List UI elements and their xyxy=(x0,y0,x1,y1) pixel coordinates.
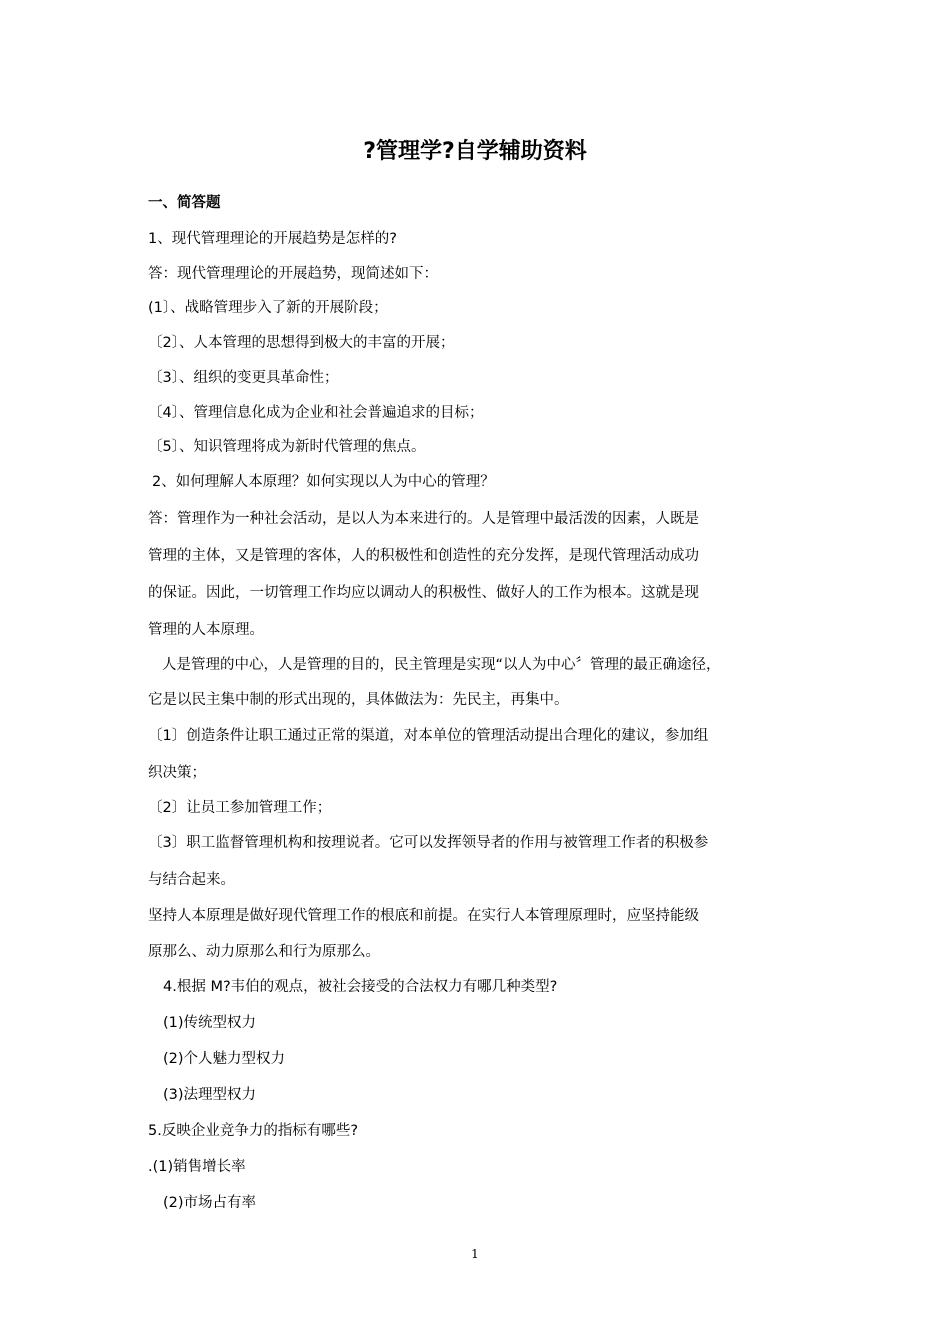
section-heading: 一、简答题 xyxy=(148,195,221,211)
answer-1-intro: 答：现代管理理论的开展趋势，现简述如下： xyxy=(148,266,438,282)
answer-2-line: 管理的人本原理。 xyxy=(148,622,264,638)
answer-2-line: 答：管理作为一种社会活动，是以人为本来进行的。人是管理中最活泼的因素，人既是 xyxy=(148,511,699,527)
answer-4-item: (1)传统型权力 xyxy=(163,1015,257,1031)
answer-2-line: 的保证。因此，一切管理工作均应以调动人的积极性、做好人的工作为根本。这就是现 xyxy=(148,585,699,601)
answer-2-line: 与结合起来。 xyxy=(148,872,235,888)
answer-4-item: (2)个人魅力型权力 xyxy=(163,1051,286,1067)
answer-1-item: 〔4〕、管理信息化成为企业和社会普遍追求的目标； xyxy=(148,405,484,421)
answer-2-line: 它是以民主集中制的形式出现的，具体做法为：先民主，再集中。 xyxy=(148,692,569,708)
question-4: 4.根据 M?韦伯的观点，被社会接受的合法权力有哪几种类型? xyxy=(163,979,558,995)
question-1: 1、现代管理理论的开展趋势是怎样的? xyxy=(148,231,397,247)
answer-2-line: 人是管理的中心，人是管理的目的，民主管理是实现“以人为中心〞管理的最正确途径， xyxy=(162,657,721,673)
answer-2-line: 〔1〕创造条件让职工通过正常的渠道，对本单位的管理活动提出合理化的建议，参加组 xyxy=(148,728,709,744)
answer-2-line: 〔3〕职工监督管理机构和按理说者。它可以发挥领导者的作用与被管理工作者的积极参 xyxy=(148,835,709,851)
answer-5-item: (2)市场占有率 xyxy=(163,1195,257,1211)
answer-2-line: 织决策； xyxy=(148,765,206,781)
answer-1-item: 〔3〕、组织的变更具革命性； xyxy=(148,370,339,386)
question-2: 2、如何理解人本原理？如何实现以人为中心的管理？ xyxy=(152,474,495,490)
answer-1-item: 〔2〕、人本管理的思想得到极大的丰富的开展； xyxy=(148,335,455,351)
answer-5-item: .(1)销售增长率 xyxy=(148,1159,246,1175)
answer-2-line: 〔2〕让员工参加管理工作； xyxy=(148,800,332,816)
question-5: 5.反映企业竞争力的指标有哪些? xyxy=(148,1123,359,1139)
answer-2-line: 坚持人本原理是做好现代管理工作的根底和前提。在实行人本管理原理时，应坚持能级 xyxy=(148,908,699,924)
answer-2-line: 原那么、动力原那么和行为原那么。 xyxy=(148,944,380,960)
answer-2-line: 管理的主体，又是管理的客体，人的积极性和创造性的充分发挥，是现代管理活动成功 xyxy=(148,548,699,564)
document-title: ?管理学?自学辅助资料 xyxy=(363,139,587,164)
answer-1-item: (1〕、战略管理步入了新的开展阶段； xyxy=(148,300,388,316)
answer-1-item: 〔5〕、知识管理将成为新时代管理的焦点。 xyxy=(148,439,426,455)
page-number: 1 xyxy=(471,1247,479,1261)
answer-4-item: (3)法理型权力 xyxy=(163,1087,257,1103)
